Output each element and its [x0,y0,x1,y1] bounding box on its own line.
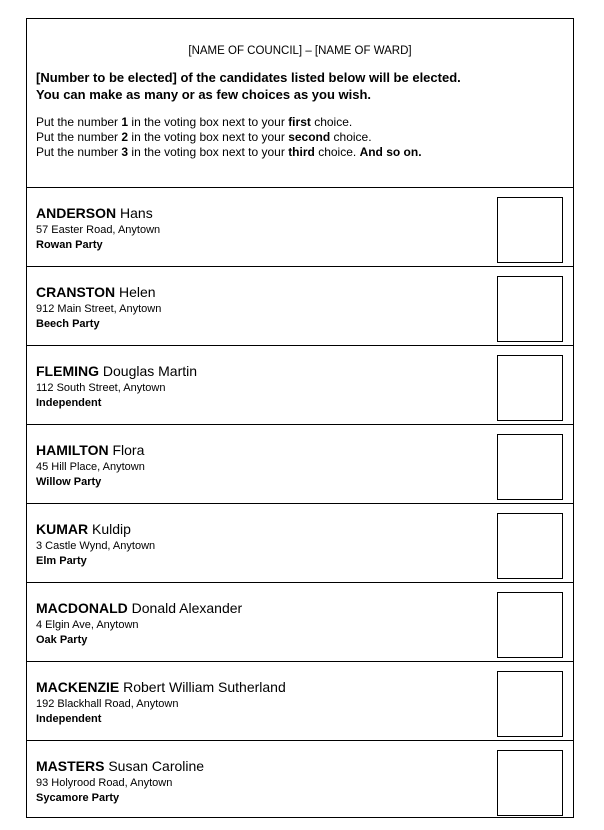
election-notice-line-2: You can make as many or as few choices as you wish. [36,87,372,102]
candidate-party: Beech Party [36,318,100,330]
candidate-address: 57 Easter Road, Anytown [36,224,161,236]
voting-instructions [36,115,422,160]
voting-box[interactable] [497,750,563,816]
voting-box[interactable] [497,434,563,500]
candidate-party: Rowan Party [36,239,103,251]
candidate-party: Elm Party [36,555,87,567]
candidate-party: Sycamore Party [36,792,120,804]
ballot-header [27,19,573,188]
ballot-paper [26,18,574,818]
voting-box[interactable] [497,276,563,342]
candidate-address: 45 Hill Place, Anytown [36,461,145,473]
candidate-row [27,267,573,346]
candidate-party: Willow Party [36,476,102,488]
candidate-name: KUMAR Kuldip [36,521,131,537]
instruction-line: Put the number 3 in the voting box next to your third choice. And so on. [36,145,422,159]
candidate-row [27,188,573,267]
candidate-row [27,346,573,425]
candidate-name: MACKENZIE Robert William Sutherland [36,679,286,695]
candidate-address: 3 Castle Wynd, Anytown [36,540,156,552]
election-notice-line-1: [Number to be elected] of the candidates listed below will be elected. [36,70,461,85]
instruction-line: Put the number 2 in the voting box next to your second choice. [36,130,372,144]
candidate-row [27,741,573,820]
candidate-name: HAMILTON Flora [36,442,145,458]
instruction-line: Put the number 1 in the voting box next to your first choice. [36,115,353,129]
candidate-address: 192 Blackhall Road, Anytown [36,698,179,710]
candidate-name: MACDONALD Donald Alexander [36,600,243,616]
candidate-address: 112 South Street, Anytown [36,382,166,394]
candidate-row [27,504,573,583]
election-notice [36,69,461,103]
voting-box[interactable] [497,197,563,263]
candidate-row [27,662,573,741]
voting-box[interactable] [497,355,563,421]
voting-box[interactable] [497,671,563,737]
voting-box[interactable] [497,592,563,658]
candidate-name: ANDERSON Hans [36,205,153,221]
council-ward-title: [NAME OF COUNCIL] – [NAME OF WARD] [188,45,412,57]
candidate-address: 912 Main Street, Anytown [36,303,162,315]
candidate-name: MASTERS Susan Caroline [36,758,205,774]
candidate-name: FLEMING Douglas Martin [36,363,198,379]
candidate-party: Independent [36,713,102,725]
candidate-row [27,583,573,662]
voting-box[interactable] [497,513,563,579]
candidate-row [27,425,573,504]
candidate-address: 4 Elgin Ave, Anytown [36,619,139,631]
candidate-name: CRANSTON Helen [36,284,156,300]
candidate-party: Independent [36,397,102,409]
candidate-address: 93 Holyrood Road, Anytown [36,777,173,789]
candidate-party: Oak Party [36,634,88,646]
